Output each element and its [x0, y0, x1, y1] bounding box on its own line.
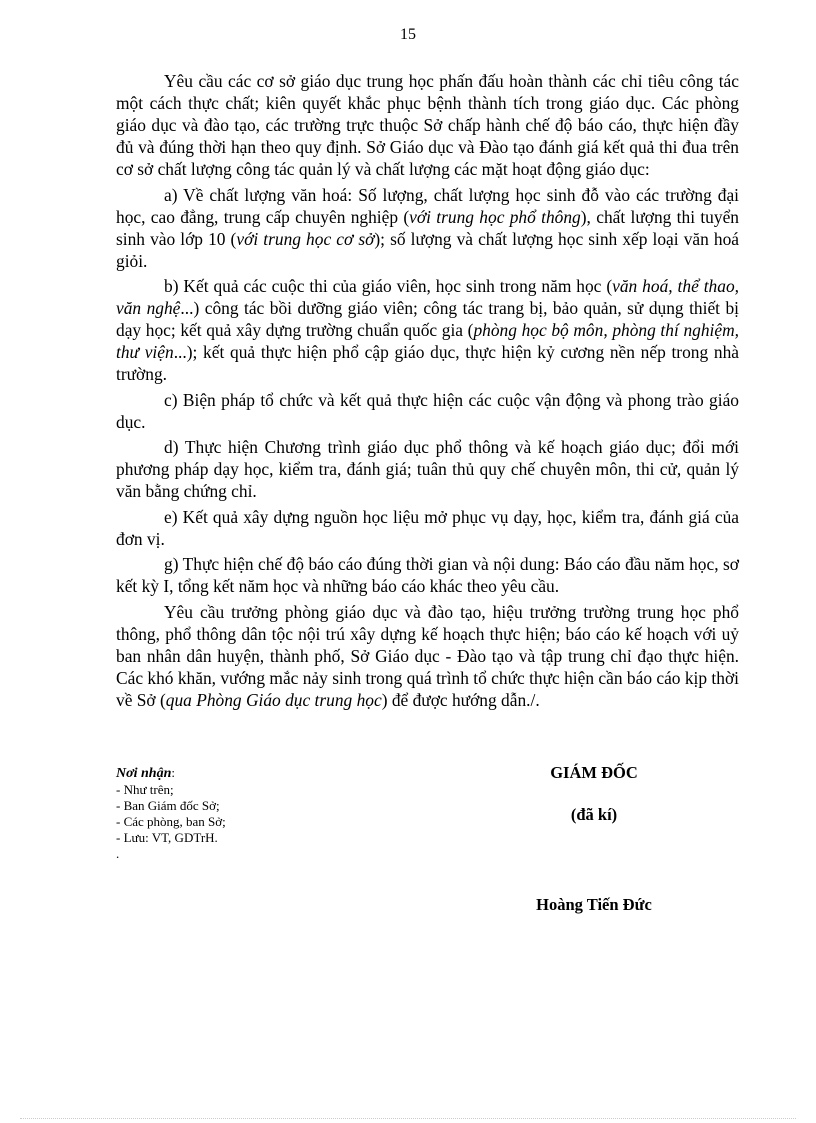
recipient-item: - Ban Giám đốc Sở;	[116, 798, 220, 813]
closing-text-2: ) để được hướng dẫn./.	[381, 689, 540, 710]
document-body	[116, 70, 739, 714]
recipients-block	[116, 765, 376, 862]
item-d-paragraph: d) Thực hiện Chương trình giáo dục phổ thông và kế hoạch giáo dục; đổi mới phương pháp dạy học, kiểm tra, đánh giá; tuân thủ quy chế chuyên môn, thi cử, quản lý văn bằng chứng chỉ.	[116, 437, 739, 501]
item-b-paragraph	[116, 275, 739, 385]
item-a-text-3: ); số lượng và chất lượng học sinh xếp loại văn hoá giỏi.	[116, 228, 739, 271]
item-a-paragraph	[116, 184, 739, 272]
closing-italic-1: qua Phòng Giáo dục trung học	[165, 689, 382, 710]
recipients-heading	[116, 765, 376, 782]
item-a-italic-1: với trung học phổ thông	[409, 206, 581, 227]
item-b-text-1: b) Kết quả các cuộc thi của giáo viên, học sinh trong năm học (	[164, 276, 613, 296]
signer-title: GIÁM ĐỐC	[550, 763, 638, 782]
signer-name: Hoàng Tiến Đức	[536, 895, 652, 914]
item-e-paragraph: e) Kết quả xây dựng nguồn học liệu mở phục vụ dạy, học, kiểm tra, đánh giá của đơn vị.	[116, 506, 739, 549]
signed-status: (đã kí)	[570, 805, 618, 824]
recipient-item: - Như trên;	[116, 782, 174, 797]
item-b-text-2: ...) công tác bồi dưỡng giáo viên; công tác trang bị, bảo quản, sử dụng thiết bị dạy học; kết quả xây dựng trường chuẩn quốc gia (	[116, 298, 740, 340]
item-b-italic-1: văn hoá, thể thao, văn nghệ	[116, 276, 739, 318]
recipient-item: - Lưu: VT, GDTrH.	[116, 830, 218, 845]
item-a-italic-2: với trung học cơ sở	[236, 228, 375, 249]
intro-paragraph: Yêu cầu các cơ sở giáo dục trung học phấn đấu hoàn thành các chỉ tiêu công tác một cách thực chất; kiên quyết khắc phục bệnh thành tích trong giáo dục. Các phòng giáo dục và đào tạo, các trường trực thuộc Sở chấp hành chế độ báo cáo, thực hiện đầy đủ và đúng thời hạn theo quy định. Sở Giáo dục và Đào tạo đánh giá kết quả thi đua trên cơ sở chất lượng công tác quản lý và chất lượng các mặt hoạt động giáo dục:	[116, 71, 739, 179]
signature-block	[450, 763, 738, 915]
item-a-text-1: a) Về chất lượng văn hoá: Số lượng, chất lượng học sinh đỗ vào các trường đại học, cao đẳng, trung cấp chuyên nghiệp (	[116, 184, 739, 227]
closing-paragraph	[116, 601, 739, 711]
item-b-text-3: ...); kết quả thực hiện phổ cập giáo dục, thực hiện kỷ cương nền nếp trong nhà trường.	[116, 342, 739, 384]
page-bottom-divider	[20, 1118, 796, 1119]
recipient-item: .	[116, 846, 120, 861]
item-c-paragraph: c) Biện pháp tổ chức và kết quả thực hiện các cuộc vận động và phong trào giáo dục.	[116, 389, 739, 432]
closing-text-1: Yêu cầu trưởng phòng giáo dục và đào tạo, hiệu trưởng trường trung học phổ thông, phổ thông dân tộc nội trú xây dựng kế hoạch thực hiện; báo cáo kế hoạch với uỷ ban nhân dân huyện, thành phố, Sở Giáo dục - Đào tạo và tập trung chỉ đạo thực hiện. Các khó khăn, vướng mắc nảy sinh trong quá trình tổ chức thực hiện cần báo cáo kịp thời về Sở (	[116, 601, 739, 710]
recipients-title: Nơi nhận	[116, 766, 172, 781]
item-g-paragraph: g) Thực hiện chế độ báo cáo đúng thời gian và nội dung: Báo cáo đầu năm học, sơ kết kỳ I, tổng kết năm học và những báo cáo khác theo yêu cầu.	[116, 554, 739, 596]
page-number: 15	[400, 26, 416, 43]
recipients-list	[116, 782, 376, 862]
recipient-item: - Các phòng, ban Sở;	[116, 814, 226, 829]
item-b-italic-2: phòng học bộ môn, phòng thí nghiệm, thư viện	[116, 320, 739, 362]
recipients-colon: :	[171, 765, 175, 780]
item-a-text-2: ), chất lượng thi tuyển sinh vào lớp 10 (	[116, 206, 739, 249]
